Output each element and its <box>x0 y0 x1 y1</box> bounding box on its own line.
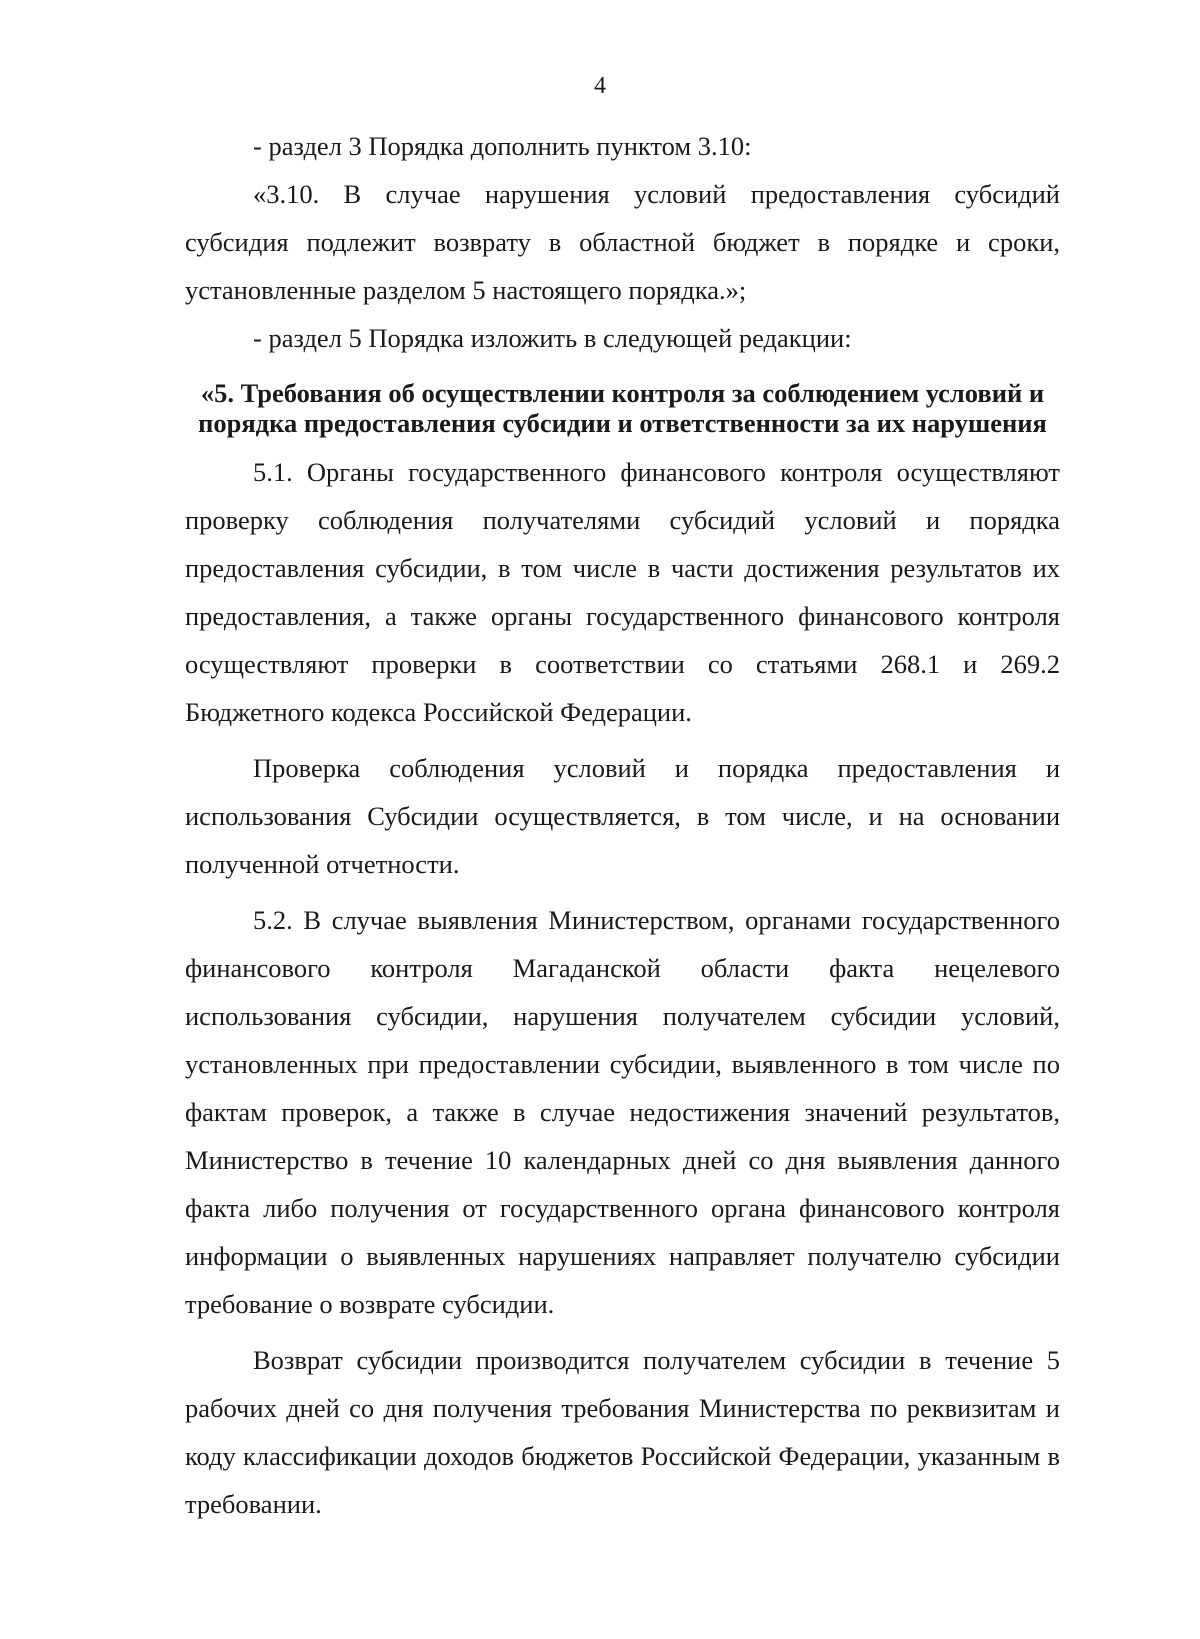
amendment-clause-3-10: «3.10. В случае нарушения условий предоставления субсидий субсидия подлежит возврату в областной бюджет в порядке и сроки, установленные разделом 5 настоящего порядка.»; <box>185 179 1060 305</box>
clause-5-1-continuation: Проверка соблюдения условий и порядка предоставления и использования Субсидии осуществляется, в том числе, и на основании полученной отчетности. <box>185 753 1060 879</box>
clause-5-1: 5.1. Органы государственного финансового контроля осуществляют проверку соблюдения получателями субсидий условий и порядка предоставления субсидии, в том числе в части достижения результатов их предоставления, а также органы государственного финансового контроля осуществляют проверки в соответствии со статьями 268.1 и 269.2 Бюджетного кодекса Российской Федерации. <box>185 457 1060 727</box>
amendment-line-section-3: - раздел 3 Порядка дополнить пунктом 3.10: <box>253 131 752 161</box>
amendment-line-section-5: - раздел 5 Порядка изложить в следующей редакции: <box>253 323 852 353</box>
section-5-heading: «5. Требования об осуществлении контроля за соблюдением условий и порядка предоставления субсидии и ответственности за их нарушения <box>198 378 1047 438</box>
clause-5-2-continuation: Возврат субсидии производится получателем субсидии в течение 5 рабочих дней со дня получения требования Министерства по реквизитам и коду классификации доходов бюджетов Российской Федерации, указанным в требовании. <box>185 1345 1060 1519</box>
page-number: 4 <box>594 73 606 99</box>
document-body <box>185 122 1060 1528</box>
clause-5-2: 5.2. В случае выявления Министерством, органами государственного финансового контроля Магаданской области факта нецелевого использования субсидии, нарушения получателем субсидии условий, установленных при предоставлении субсидии, выявленного в том числе по фактам проверок, а также в случае недостижения значений результатов, Министерство в течение 10 календарных дней со дня выявления данного факта либо получения от государственного органа финансового контроля информации о выявленных нарушениях направляет получателю субсидии требование о возврате субсидии. <box>185 905 1060 1319</box>
